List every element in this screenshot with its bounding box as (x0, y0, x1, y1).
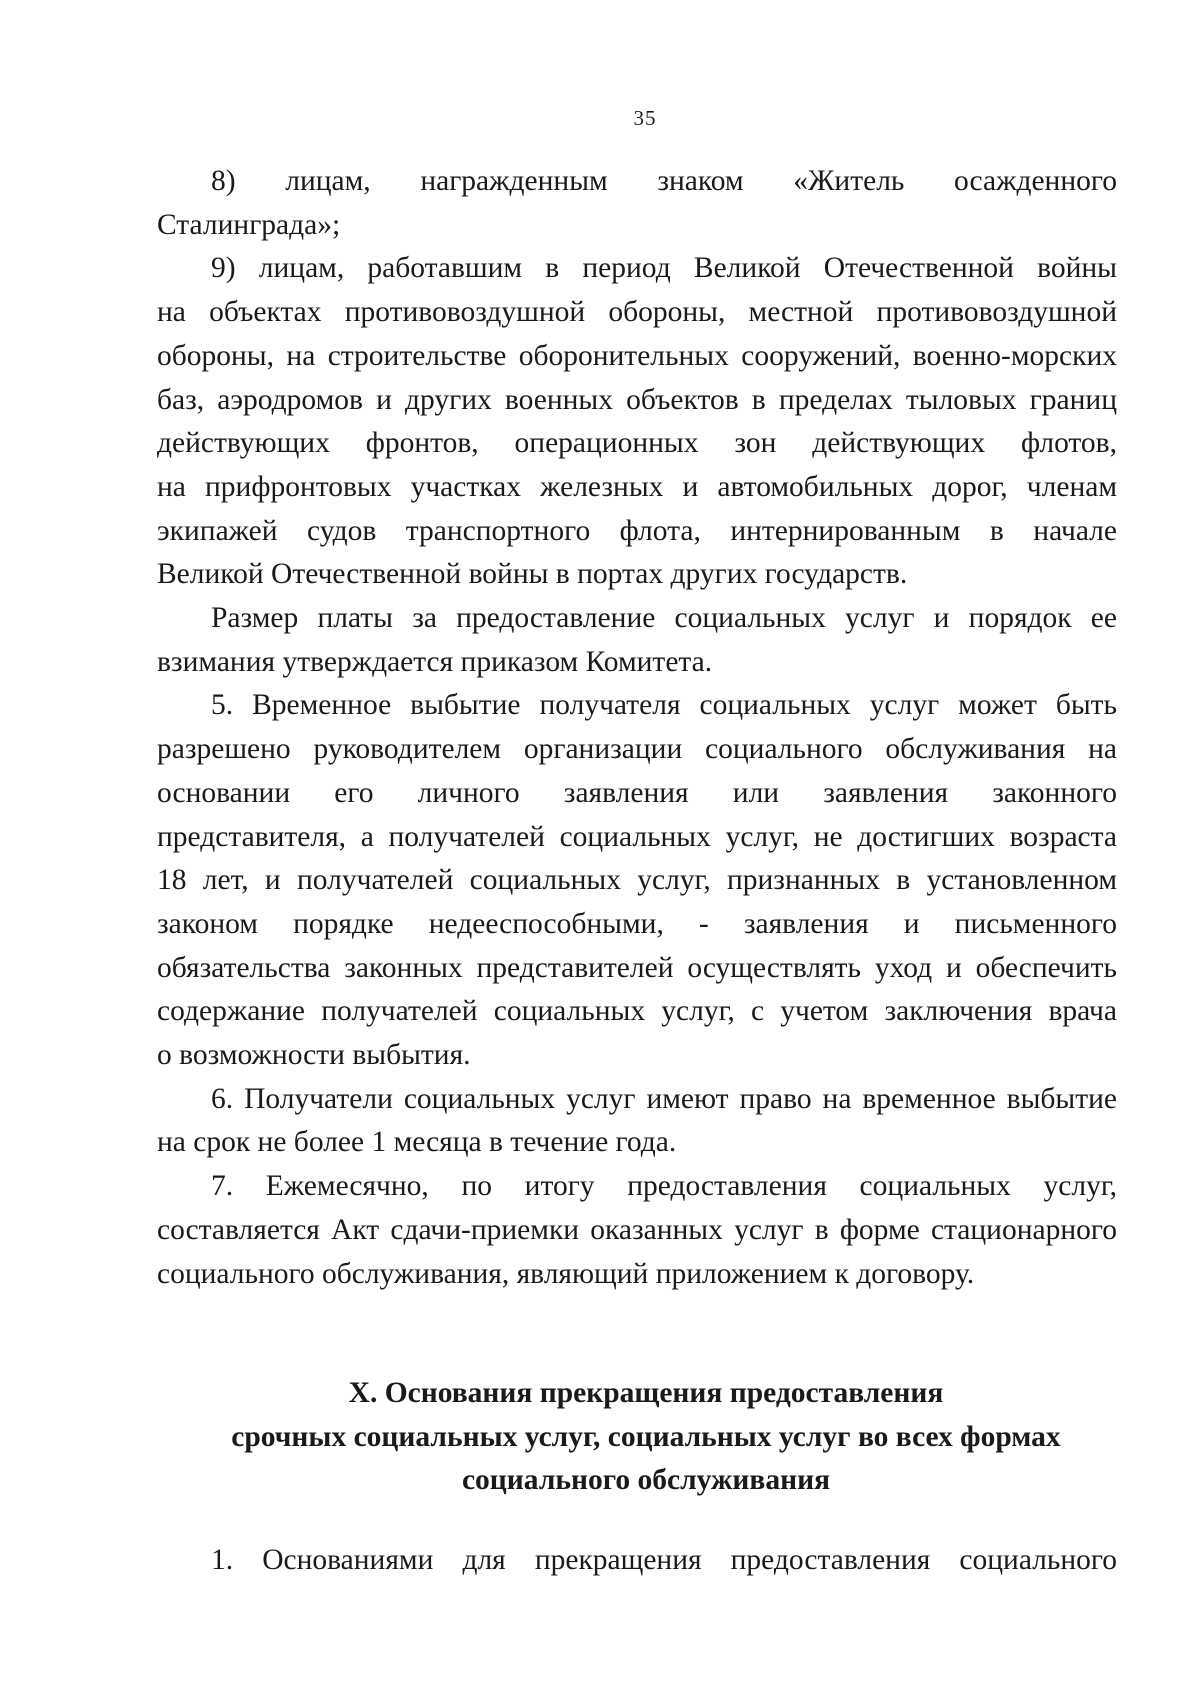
text-line: на объектах противовоздушной обороны, местной противовоздушной (157, 296, 1117, 329)
section-title-line: социального обслуживания (461, 1464, 831, 1497)
text-line: основании его личного заявления или заявления законного (157, 776, 1117, 809)
text-line: Размер платы за предоставление социальных услуг и порядок ее (211, 602, 1117, 635)
page-number: 35 (633, 106, 657, 130)
text-line: 9) лицам, работавшим в период Великой Отечественной войны (211, 252, 1117, 285)
clause-5 (157, 684, 1117, 1077)
text-line: Сталинграда»; (157, 208, 341, 241)
text-line: представителя, а получателей социальных услуг, не достигших возраста (157, 820, 1117, 853)
clause-7 (157, 1165, 1117, 1296)
text-line: социального обслуживания, являющий приложением к договору. (157, 1257, 975, 1290)
text-line: 8) лицам, награжденным знаком «Житель осажденного (211, 165, 1117, 197)
text-line: законом порядке недееспособными, - заявления и письменного (157, 907, 1117, 940)
text-line: 1. Основаниями для прекращения предоставления социального (211, 1543, 1117, 1576)
text-line: обороны, на строительстве оборонительных сооружений, военно-морских (157, 339, 1117, 372)
text-line: 18 лет, и получателей социальных услуг, признанных в установленном (157, 864, 1117, 897)
text-line: действующих фронтов, операционных зон действующих флотов, (157, 427, 1117, 460)
text-line: обязательства законных представителей осуществлять уход и обеспечить (157, 951, 1117, 984)
clause-6 (157, 1078, 1117, 1165)
section-x-clause-1 (157, 1539, 1117, 1583)
text-line: Великой Отечественной войны в портах других государств. (157, 558, 908, 591)
text-line: о возможности выбытия. (157, 1039, 471, 1072)
text-line: 5. Временное выбытие получателя социальных услуг может быть (211, 689, 1117, 722)
document-body (157, 160, 1117, 1582)
text-line: 6. Получатели социальных услуг имеют право на временное выбытие (211, 1082, 1117, 1115)
text-line: 7. Ежемесячно, по итогу предоставления социальных услуг, (211, 1170, 1117, 1203)
text-line: на срок не более 1 месяца в течение года. (157, 1126, 677, 1159)
text-line: содержание получателей социальных услуг, с учетом заключения врача (157, 995, 1117, 1028)
text-line: составляется Акт сдачи-приемки оказанных услуг в форме стационарного (157, 1213, 1117, 1246)
fee-paragraph (157, 597, 1117, 684)
text-line: взимания утверждается приказом Комитета. (157, 645, 713, 678)
list-item-9 (157, 247, 1117, 597)
spacer (157, 1296, 1117, 1372)
spacer (157, 1503, 1117, 1539)
text-line: экипажей судов транспортного флота, интернированным в начале (157, 514, 1117, 547)
section-title-line: срочных социальных услуг, социальных услуг во всех формах (231, 1420, 1061, 1453)
text-line: на прифронтовых участках железных и автомобильных дорог, членам (157, 470, 1117, 503)
list-item-8 (157, 160, 1117, 247)
text-line: разрешено руководителем организации социального обслуживания на (157, 733, 1117, 766)
section-heading (157, 1372, 1117, 1503)
text-line: баз, аэродромов и других военных объектов в пределах тыловых границ (157, 383, 1117, 416)
section-title-line: X. Основания прекращения предоставления (348, 1377, 944, 1410)
